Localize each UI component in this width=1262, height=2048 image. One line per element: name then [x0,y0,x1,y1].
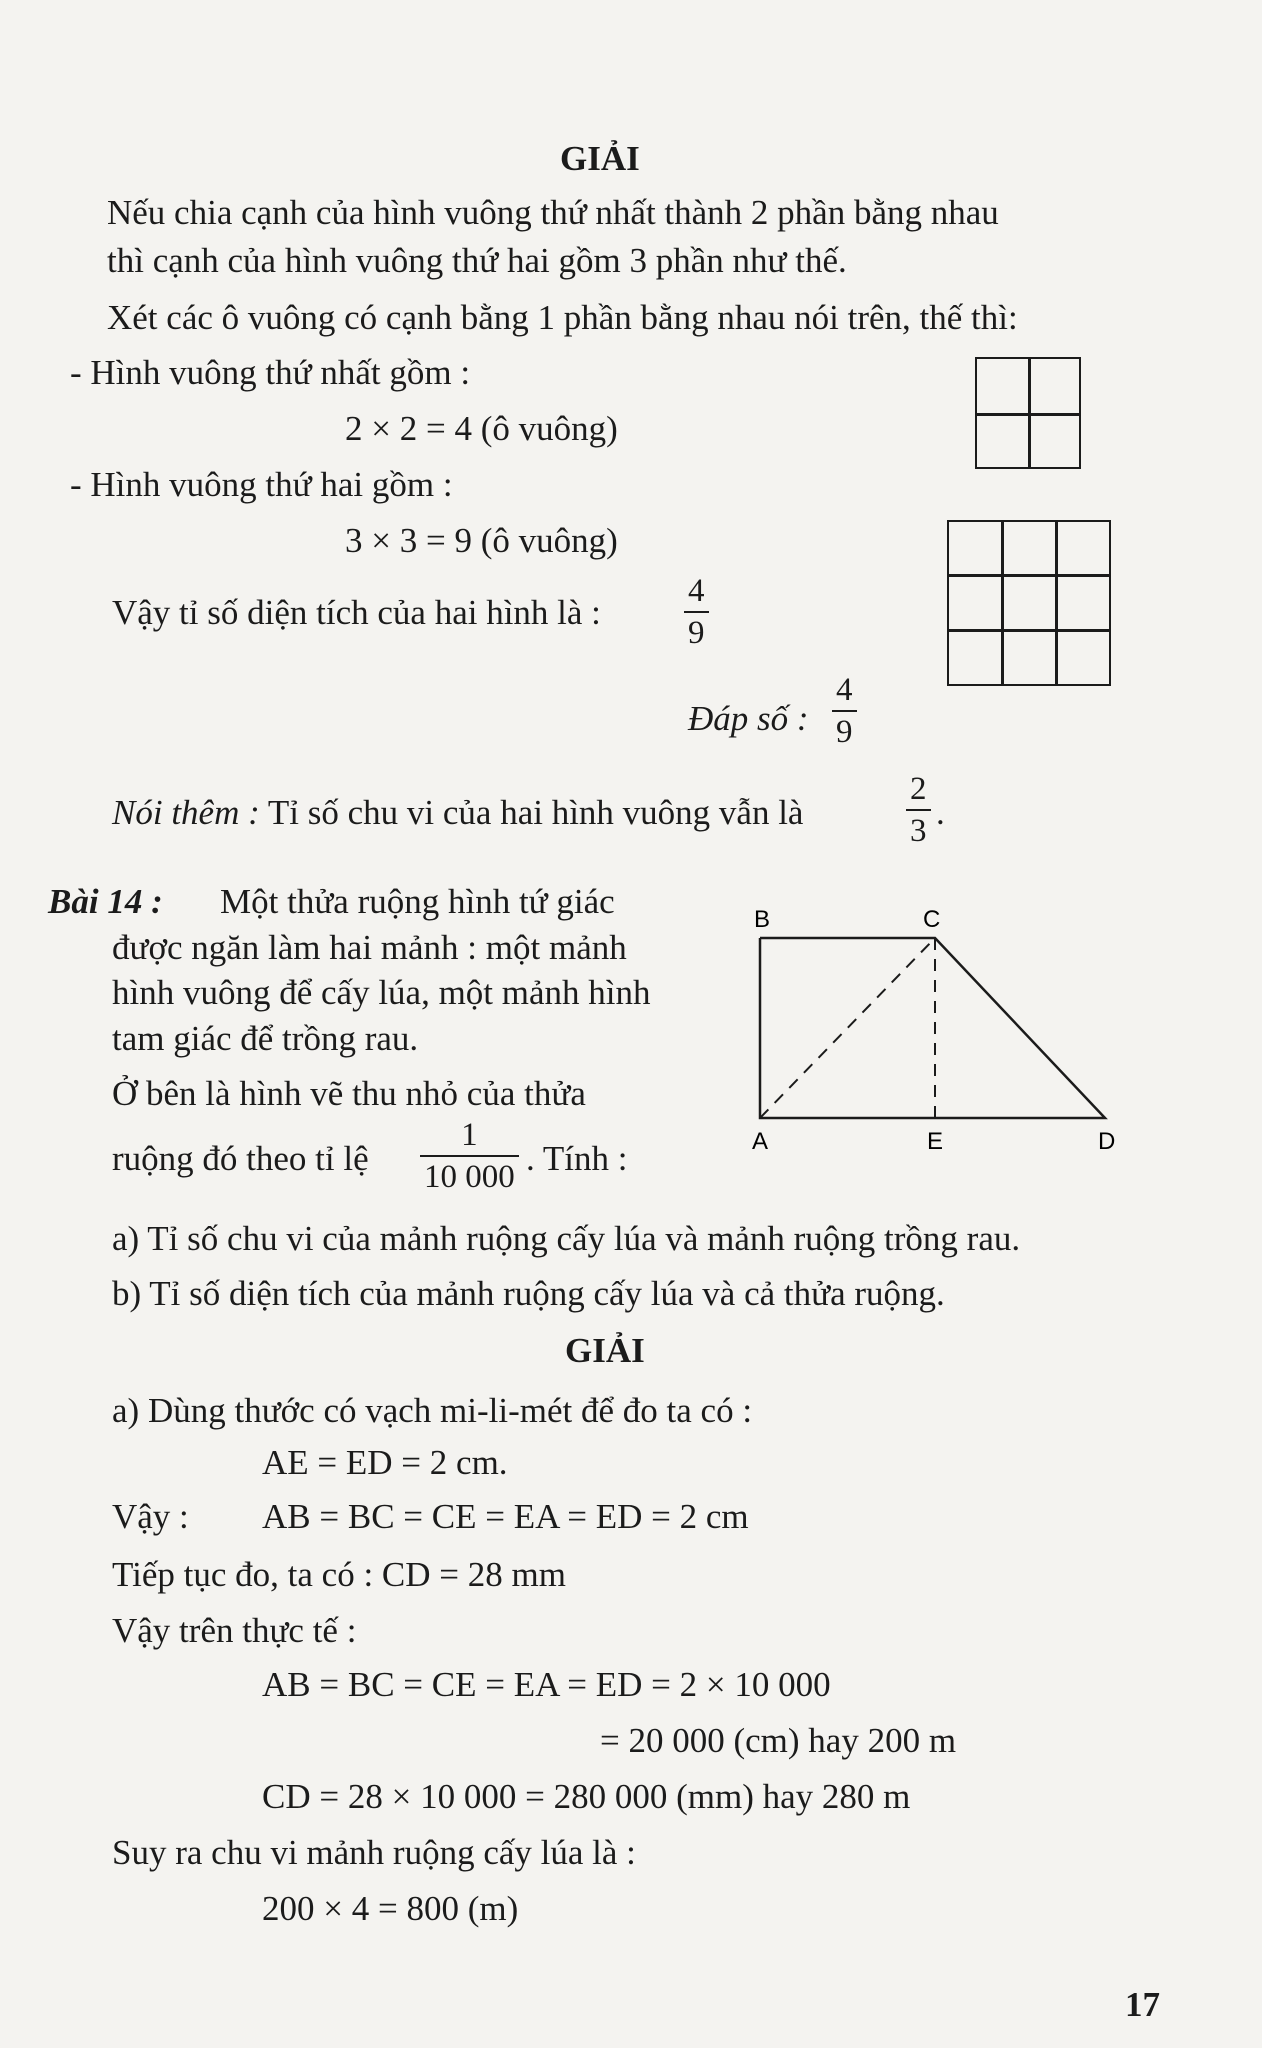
solution-line-1: a) Dùng thước có vạch mi-li-mét để đo ta có : [112,1391,753,1430]
solution-line-7: AB = BC = CE = EA = ED = 2 × 10 000 [262,1665,831,1704]
note-numerator: 2 [910,771,927,807]
quadrilateral-figure [740,905,1120,1155]
problem-line-2: được ngăn làm hai mảnh : một mảnh [112,928,627,967]
grid-3x3-square [947,520,1111,686]
ratio-denominator: 9 [688,615,705,651]
note-line [112,792,803,834]
note-denominator: 3 [910,813,927,849]
intro-line-2: thì cạnh của hình vuông thứ hai gồm 3 phần như thế. [107,241,847,280]
problem-line-4: tam giác để trồng rau. [112,1019,419,1058]
solution-line-5: Tiếp tục đo, ta có : CD = 28 mm [112,1555,566,1594]
note-text: Tỉ số chu vi của hai hình vuông vẫn là [267,793,804,832]
figure-outline [760,938,1105,1118]
ratio-text: Vậy tỉ số diện tích của hai hình là : [112,593,601,632]
label-e: E [927,1128,944,1155]
diagonal-ac [760,938,935,1118]
grid-line [1001,522,1004,684]
grid-2x2-square [975,357,1081,469]
answer-label: Đáp số : [688,699,809,738]
grid-line [977,413,1079,416]
heading-solution-2: GIẢI [565,1331,645,1370]
problem-line-1: Một thửa ruộng hình tứ giác [220,882,615,921]
solution-line-9: CD = 28 × 10 000 = 280 000 (mm) hay 280 m [262,1777,911,1816]
solution-line-11: 200 × 4 = 800 (m) [262,1889,519,1928]
problem-scale-text: ruộng đó theo tỉ lệ [112,1139,369,1178]
problem-line-5: Ở bên là hình vẽ thu nhỏ của thửa [112,1074,586,1113]
solution-line-3: Vậy : [112,1497,189,1536]
intro-line-3: Xét các ô vuông có cạnh bằng 1 phần bằng nhau nói trên, thế thì: [107,298,1018,337]
grid-line [949,629,1109,632]
scale-denominator: 10 000 [424,1159,515,1195]
label-b: B [754,906,771,933]
square2-label: - Hình vuông thứ hai gồm : [70,465,453,504]
label-d: D [1098,1128,1116,1155]
scale-fraction [420,1118,519,1194]
problem-label: Bài 14 : [48,882,163,921]
solution-line-6: Vậy trên thực tế : [112,1611,357,1650]
note-fraction [906,772,931,848]
problem-scale-end: . Tính : [526,1139,628,1178]
page-number: 17 [1125,1985,1160,2024]
scale-numerator: 1 [461,1117,478,1153]
answer-fraction [832,673,857,749]
heading-solution: GIẢI [560,139,640,178]
square2-calc: 3 × 3 = 9 (ô vuông) [345,521,618,560]
square1-calc: 2 × 2 = 4 (ô vuông) [345,409,618,448]
ratio-fraction [684,574,709,650]
solution-line-8: = 20 000 (cm) hay 200 m [600,1721,957,1760]
question-a: a) Tỉ số chu vi của mảnh ruộng cấy lúa và mảnh ruộng trồng rau. [112,1219,1021,1258]
note-label: Nói thêm : [112,793,260,832]
label-c: C [923,906,941,933]
solution-line-4: AB = BC = CE = EA = ED = 2 cm [262,1497,749,1536]
grid-line [949,574,1109,577]
label-a: A [752,1128,769,1155]
grid-line [1055,522,1058,684]
intro-line-1: Nếu chia cạnh của hình vuông thứ nhất thành 2 phần bằng nhau [107,193,999,232]
question-b: b) Tỉ số diện tích của mảnh ruộng cấy lúa và cả thửa ruộng. [112,1274,945,1313]
problem-line-3: hình vuông để cấy lúa, một mảnh hình [112,973,651,1012]
square1-label: - Hình vuông thứ nhất gồm : [70,353,471,392]
answer-denominator: 9 [836,714,853,750]
solution-line-10: Suy ra chu vi mảnh ruộng cấy lúa là : [112,1833,636,1872]
ratio-numerator: 4 [688,573,705,609]
note-end: . [936,793,945,832]
solution-line-2: AE = ED = 2 cm. [262,1443,508,1482]
answer-numerator: 4 [836,672,853,708]
